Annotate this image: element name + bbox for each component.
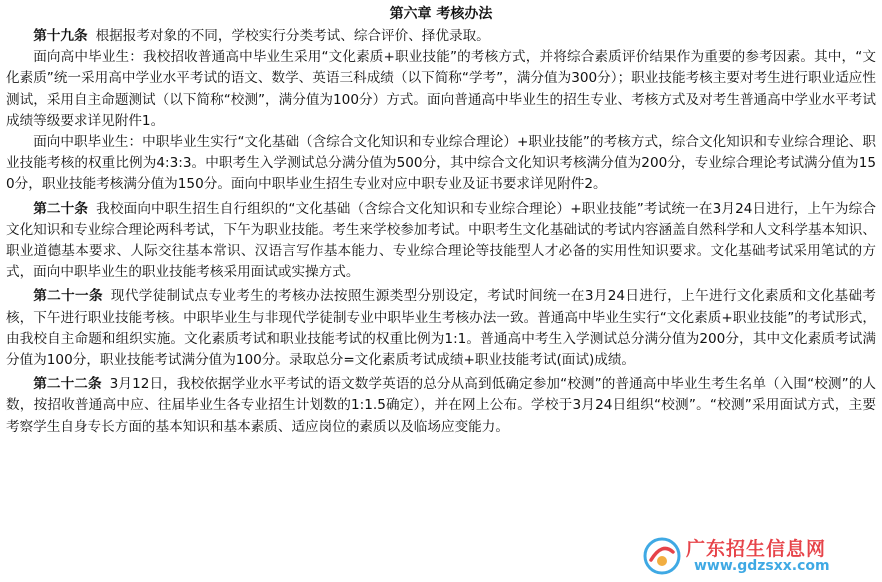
document-page (6, 4, 876, 438)
article-29-intro (6, 26, 876, 47)
article-29-para-vocational: 面向中职毕业生：中职毕业生实行“文化基础（含综合文化知识和专业综合理论）+职业技能”的考核方式，综合文化知识和专业综合理论、职业技能考核的权重比例为4:3:3。中职考生入学测试总分满分值为500分，其中综合文化知识考核满分值为200分，专业综合理论考试满分值为150分，职业技能考核满分值为150分。面向中职毕业生招生专业对应中职专业及证书要求详见附件2。 (6, 134, 876, 193)
chapter-title: 第六章 考核办法 (389, 6, 493, 22)
article-20 (6, 199, 876, 284)
article-29-para-high-school: 面向高中毕业生：我校招收普通高中毕业生采用“文化素质+职业技能”的考核方式，并将综合素质评价结果作为重要的参考因素。其中，“文化素质”统一采用高中学业水平考试的语文、数学、英语三科成绩（以下简称“学考”，满分值为300分）；职业技能考核主要对考生进行职业适应性测试，采用自主命题测试（以下简称“校测”，满分值为100分）方式。面向普通高中毕业生的招生专业、考核方式及对考生普通高中学业水平考试成绩等级要求详见附件1。 (6, 49, 876, 129)
watermark-url: www.gdzsxx.com (694, 558, 830, 574)
site-logo-icon (642, 536, 682, 576)
article-text: 根据报考对象的不同，学校实行分类考试、综合评价、择优录取。 (95, 28, 490, 44)
article-text: 现代学徒制试点专业考生的考核办法按照生源类型分别设定，考试时间统一在3月24日进行，上午进行文化素质和文化基础考核，下午进行职业技能考核。中职毕业生与非现代学徒制专业中职毕业生考核办法一致。普通高中毕业生实行“文化素质+职业技能”的考试形式，由我校自主命题和组织实施。文化素质考试和职业技能考试的权重比例为1:1。普通高中考生入学测试总分满分值为200分，其中文化素质考试满分值为100分，职业技能考试满分值为100分。录取总分=文化素质考试成绩+职业技能考试(面试)成绩。 (6, 288, 876, 369)
article-number: 第二十二条 (33, 376, 102, 393)
article-text: 3月12日，我校依据学业水平考试的语文数学英语的总分从高到低确定参加“校测”的普通高中毕业生考生名单（入围“校测”的人数，按招收普通高中应、往届毕业生各专业招生计划数的1:1.5确定），并在网上公布。学校于3月24日组织“校测”。“校测”采用面试方式，主要考察学生自身专长方面的基本知识和基本素质、适应岗位的素质以及临场应变能力。 (6, 376, 877, 435)
article-22 (6, 374, 876, 438)
site-watermark (642, 534, 872, 578)
article-number: 第二十条 (33, 200, 89, 217)
article-number: 第十九条 (33, 28, 88, 44)
article-21 (6, 286, 876, 371)
article-number: 第二十一条 (33, 288, 103, 305)
article-text: 我校面向中职生招生自行组织的“文化基础（含综合文化知识和专业综合理论）+职业技能”考试统一在3月24日进行，上午为综合文化知识和专业综合理论两科考试，下午为职业技能。考生来学校参加考试。中职考生文化基础试的考试内容涵盖自然科学和人文科学基本知识、职业道德基本要求、人际交往基本常识、汉语言写作基本能力、专业综合理论等技能型人才必备的实用性知识要求。文化基础考试采用笔试的方式，面向中职毕业生的职业技能考核采用面试或实操方式。 (6, 200, 876, 281)
watermark-title: 广东招生信息网 (686, 538, 827, 560)
